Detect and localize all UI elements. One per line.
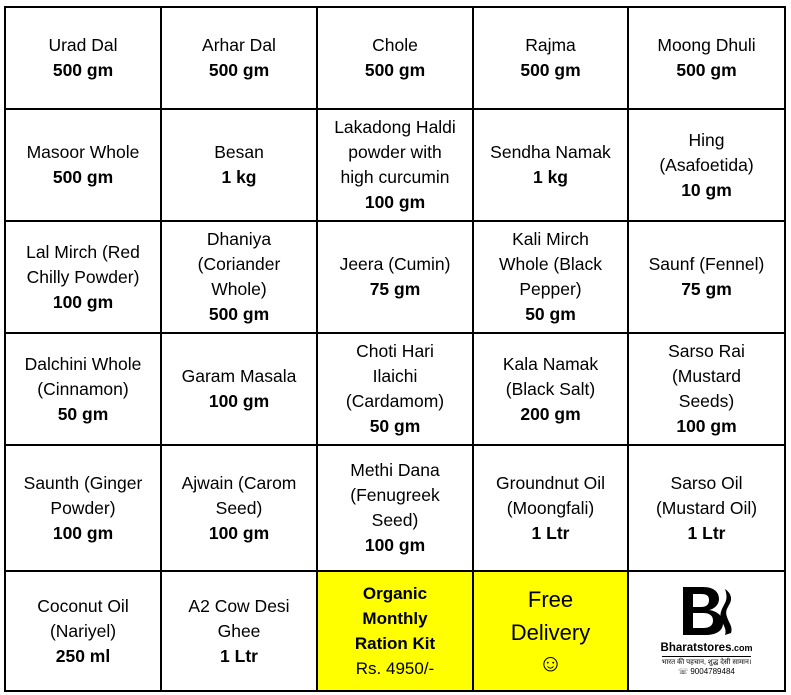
- item-quantity: 100 gm: [364, 535, 426, 555]
- item-name: Rajma: [525, 35, 576, 55]
- item-quantity: 100 gm: [208, 391, 270, 411]
- item-cell: [161, 109, 317, 221]
- item-cell: [317, 7, 473, 109]
- item-cell: [473, 445, 628, 571]
- item-quantity: 100 gm: [52, 291, 114, 312]
- item-name: Masoor Whole: [26, 142, 140, 162]
- item-name: (Mustard Oil): [655, 497, 758, 518]
- kit-title: Organic: [362, 584, 428, 603]
- item-name: (Mustard: [671, 366, 742, 386]
- item-cell: [473, 333, 628, 445]
- item-cell: [628, 221, 785, 333]
- item-quantity: 500 gm: [208, 304, 270, 324]
- free-delivery-cell: [473, 571, 628, 691]
- item-name: high curcumin: [340, 167, 450, 187]
- brand-tagline: भारत की पहचान, शुद्ध देसी सामान।: [662, 656, 752, 667]
- item-name: Dhaniya: [206, 229, 272, 249]
- item-cell: [317, 221, 473, 333]
- item-name: Ajwain (Carom: [181, 472, 297, 493]
- item-name: Arhar Dal: [202, 35, 276, 55]
- item-quantity: 1 kg: [532, 167, 569, 187]
- item-name: Dalchini Whole: [24, 353, 142, 374]
- item-cell: [5, 109, 161, 221]
- item-quantity: 1 kg: [221, 167, 257, 187]
- item-name: Hing: [688, 129, 725, 150]
- item-quantity: 500 gm: [208, 60, 270, 80]
- item-name: (Moongfali): [506, 497, 595, 518]
- item-name: Whole): [211, 279, 267, 299]
- free-delivery-text: Free: [527, 587, 574, 612]
- item-quantity: 200 gm: [520, 403, 581, 424]
- item-cell: [5, 445, 161, 571]
- item-cell: [628, 109, 785, 221]
- item-quantity: 100 gm: [208, 522, 270, 543]
- item-quantity: 50 gm: [525, 304, 576, 324]
- item-name: Seed): [371, 510, 419, 530]
- item-name: Besan: [214, 142, 264, 162]
- item-cell: [473, 7, 628, 109]
- item-cell: [317, 109, 473, 221]
- item-cell: [473, 109, 628, 221]
- table-row: [5, 7, 785, 109]
- item-name: Saunf (Fennel): [648, 254, 765, 274]
- item-name: Kala Namak: [502, 353, 599, 374]
- item-name: Groundnut Oil: [496, 472, 605, 493]
- brand-name: Bharatstores: [660, 642, 732, 654]
- phone-number: 9004789484: [690, 667, 735, 676]
- item-name: (Fenugreek: [350, 485, 440, 505]
- item-name: Ilaichi: [372, 366, 418, 386]
- item-cell: [5, 333, 161, 445]
- table-row: [5, 571, 785, 691]
- item-name: Jeera (Cumin): [339, 254, 451, 274]
- item-name: (Coriander: [197, 254, 281, 274]
- item-quantity: 500 gm: [52, 167, 114, 187]
- item-name: Seeds): [678, 391, 735, 411]
- brand-phone: [678, 667, 735, 677]
- table-row: [5, 445, 785, 571]
- item-cell: [473, 221, 628, 333]
- item-quantity: 10 gm: [681, 179, 732, 200]
- free-delivery-text: Delivery: [510, 620, 591, 645]
- item-name: A2 Cow Desi: [188, 595, 290, 616]
- item-quantity: 100 gm: [52, 522, 114, 543]
- item-name: Moong Dhuli: [657, 35, 756, 55]
- item-quantity: 500 gm: [520, 60, 581, 80]
- item-cell: [161, 221, 317, 333]
- item-name: (Asafoetida): [659, 154, 754, 175]
- item-quantity: 250 ml: [55, 645, 111, 666]
- brand-logo: [629, 585, 784, 677]
- item-name: Urad Dal: [48, 35, 118, 55]
- item-cell: [161, 445, 317, 571]
- item-cell: [5, 7, 161, 109]
- item-name: (Cinnamon): [37, 378, 129, 399]
- item-cell: [317, 333, 473, 445]
- item-name: (Nariyel): [49, 620, 117, 641]
- item-name: Sarso Oil: [670, 472, 743, 493]
- item-cell: [161, 571, 317, 691]
- item-name: Powder): [50, 497, 116, 518]
- item-name: Garam Masala: [181, 366, 297, 386]
- item-cell: [161, 333, 317, 445]
- table-row: [5, 333, 785, 445]
- item-quantity: 500 gm: [676, 60, 737, 80]
- bs-logo-icon: [679, 585, 735, 637]
- table-row: [5, 221, 785, 333]
- item-quantity: 1 Ltr: [531, 522, 570, 543]
- item-name: Saunth (Ginger: [23, 472, 143, 493]
- item-quantity: 500 gm: [364, 60, 426, 80]
- item-name: Choti Hari: [356, 341, 434, 361]
- item-name: Lal Mirch (Red: [26, 241, 140, 262]
- item-quantity: 500 gm: [52, 60, 114, 80]
- item-name: powder with: [348, 142, 442, 162]
- item-cell: [628, 445, 785, 571]
- item-name: Chilly Powder): [26, 266, 140, 287]
- ration-kit-table: [4, 6, 786, 692]
- phone-icon: ☏: [678, 667, 691, 676]
- item-cell: [628, 333, 785, 445]
- kit-title: Ration Kit: [354, 634, 436, 653]
- kit-price-cell: [317, 571, 473, 691]
- kit-price: Rs. 4950/-: [355, 659, 435, 678]
- item-name: Lakadong Haldi: [334, 117, 456, 137]
- item-quantity: 50 gm: [57, 403, 109, 424]
- item-quantity: 100 gm: [676, 416, 737, 436]
- item-cell: [161, 7, 317, 109]
- item-name: Sendha Namak: [490, 142, 611, 162]
- item-name: Ghee: [217, 620, 261, 641]
- item-name: (Black Salt): [505, 378, 596, 399]
- item-quantity: 100 gm: [364, 192, 426, 212]
- brand-domain: .com: [731, 643, 753, 653]
- item-cell: [5, 571, 161, 691]
- item-cell: [5, 221, 161, 333]
- item-name: Seed): [215, 497, 263, 518]
- table-row: [5, 109, 785, 221]
- item-quantity: 1 Ltr: [687, 522, 726, 543]
- item-name: Methi Dana: [350, 460, 440, 480]
- item-name: (Cardamom): [345, 391, 445, 411]
- smiley-icon: ☺: [538, 650, 563, 677]
- item-quantity: 75 gm: [369, 279, 421, 299]
- kit-title: Monthly: [362, 609, 428, 628]
- item-name: Kali Mirch: [512, 229, 589, 249]
- item-name: Coconut Oil: [37, 595, 129, 616]
- logo-cell: [628, 571, 785, 691]
- item-name: Pepper): [519, 279, 582, 299]
- item-cell: [628, 7, 785, 109]
- item-name: Sarso Rai: [668, 341, 745, 361]
- item-name: Chole: [372, 35, 418, 55]
- item-quantity: 75 gm: [681, 279, 732, 299]
- item-quantity: 1 Ltr: [220, 645, 258, 666]
- item-name: Whole (Black: [498, 254, 603, 274]
- item-cell: [317, 445, 473, 571]
- item-quantity: 50 gm: [369, 416, 421, 436]
